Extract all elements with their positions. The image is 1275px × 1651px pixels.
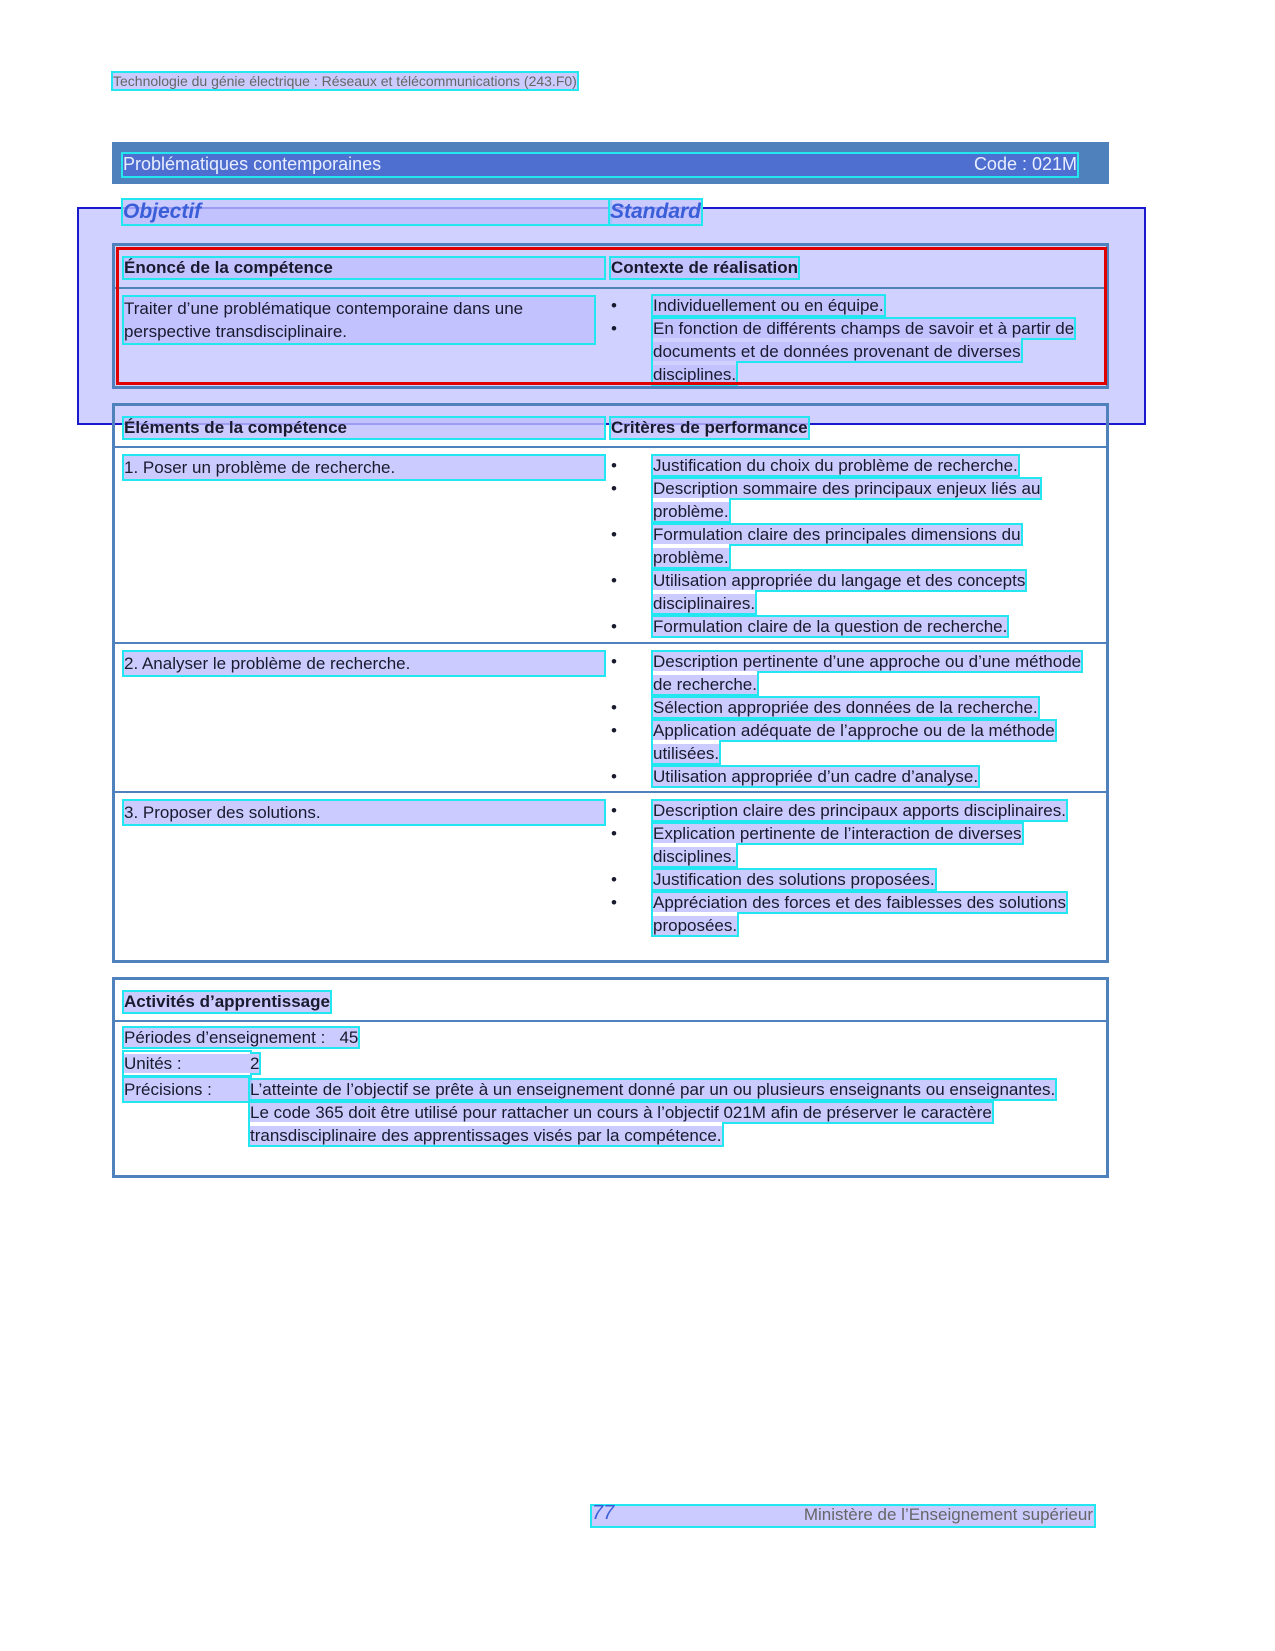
title-bar (112, 142, 1109, 184)
unites-value: 2 (250, 1054, 260, 1073)
elements-box (112, 403, 1109, 963)
bullet-icon: • (611, 456, 617, 475)
bullet-icon: • (611, 479, 617, 498)
criterion: Justification du choix du problème de recherche. (653, 456, 1018, 475)
element-row (115, 448, 1106, 644)
bullet-icon: • (611, 721, 617, 740)
unites-line: Unités : 2 (124, 1054, 260, 1073)
bullet-icon: • (611, 767, 617, 786)
criterion: Justification des solutions proposées. (653, 870, 935, 889)
bullet-icon: • (611, 870, 617, 889)
document-header: Technologie du génie électrique : Réseaux et télécommunications (243.F0) (113, 73, 577, 89)
criterion: Explication pertinente de l’interaction de diverses disciplines. (653, 824, 1022, 866)
bullet-icon: • (611, 296, 617, 315)
bullet-icon: • (611, 698, 617, 717)
periodes-value: 45 (339, 1028, 359, 1047)
ministry-name: Ministère de l’Enseignement supérieur (803, 1505, 1093, 1524)
course-code: Code : 021M (973, 154, 1077, 174)
contexte-item: • Individuellement ou en équipe. (611, 296, 884, 315)
criterion: Utilisation appropriée du langage et des concepts disciplinaires. (653, 571, 1026, 613)
element-row (115, 793, 1106, 963)
criterion: Formulation claire de la question de recherche. (653, 617, 1008, 636)
bullet-icon: • (611, 571, 617, 590)
bullet-icon: • (611, 617, 617, 636)
criterion: Description claire des principaux apports disciplinaires. (653, 801, 1066, 820)
criterion: Sélection appropriée des données de la recherche. (653, 698, 1038, 717)
element-label: 2. Analyser le problème de recherche. (124, 652, 604, 675)
precision-text: L’atteinte de l’objectif se prête à un enseignement donné par un ou plusieurs enseignants ou enseignantes. (250, 1080, 1056, 1099)
course-title: Problématiques contemporaines (123, 154, 382, 174)
bullet-icon: • (611, 824, 617, 843)
criterion: Appréciation des forces et des faiblesses des solutions proposées. (653, 893, 1066, 935)
enonce-heading: Énoncé de la compétence (124, 258, 604, 278)
bullet-icon: • (611, 652, 617, 671)
activites-box (112, 977, 1109, 1178)
criteres-heading: Critères de performance (611, 418, 808, 437)
precisions-label: Précisions : (124, 1078, 250, 1101)
criterion: Description pertinente d’une approche ou d’une méthode de recherche. (653, 652, 1082, 694)
elements-heading: Éléments de la compétence (124, 418, 604, 438)
periodes-line: Périodes d’enseignement : 45 (124, 1028, 359, 1047)
bullet-icon: • (611, 893, 617, 912)
bullet-icon: • (611, 525, 617, 544)
precision-text: Le code 365 doit être utilisé pour rattacher un cours à l’objectif 021M afin de préserver le caractère transdisciplinaire des apprentissages visés par la compétence. (250, 1103, 992, 1145)
contexte-item: • En fonction de différents champs de savoir et à partir de documents et de données provenant de diverses disciplines. (611, 319, 1075, 384)
criterion: Formulation claire des principales dimensions du problème. (653, 525, 1021, 567)
element-label: 1. Poser un problème de recherche. (124, 456, 604, 479)
bullet-icon: • (611, 319, 617, 338)
activites-heading: Activités d’apprentissage (124, 992, 330, 1011)
element-row (115, 644, 1106, 793)
highlight-frame (116, 247, 1107, 385)
element-label: 3. Proposer des solutions. (124, 801, 604, 824)
criterion: Description sommaire des principaux enjeux liés au problème. (653, 479, 1041, 521)
standard-heading: Standard (610, 200, 702, 223)
criterion: Application adéquate de l’approche ou de la méthode utilisées. (653, 721, 1055, 763)
bullet-icon: • (611, 801, 617, 820)
objectif-heading: Objectif (123, 200, 610, 224)
contexte-heading: Contexte de réalisation (611, 258, 799, 277)
enonce-text: Traiter d’une problématique contemporaine dans une perspective transdisciplinaire. (124, 297, 594, 343)
page-number: 77 (592, 1502, 615, 1524)
criterion: Utilisation appropriée d’un cadre d’analyse. (653, 767, 979, 786)
